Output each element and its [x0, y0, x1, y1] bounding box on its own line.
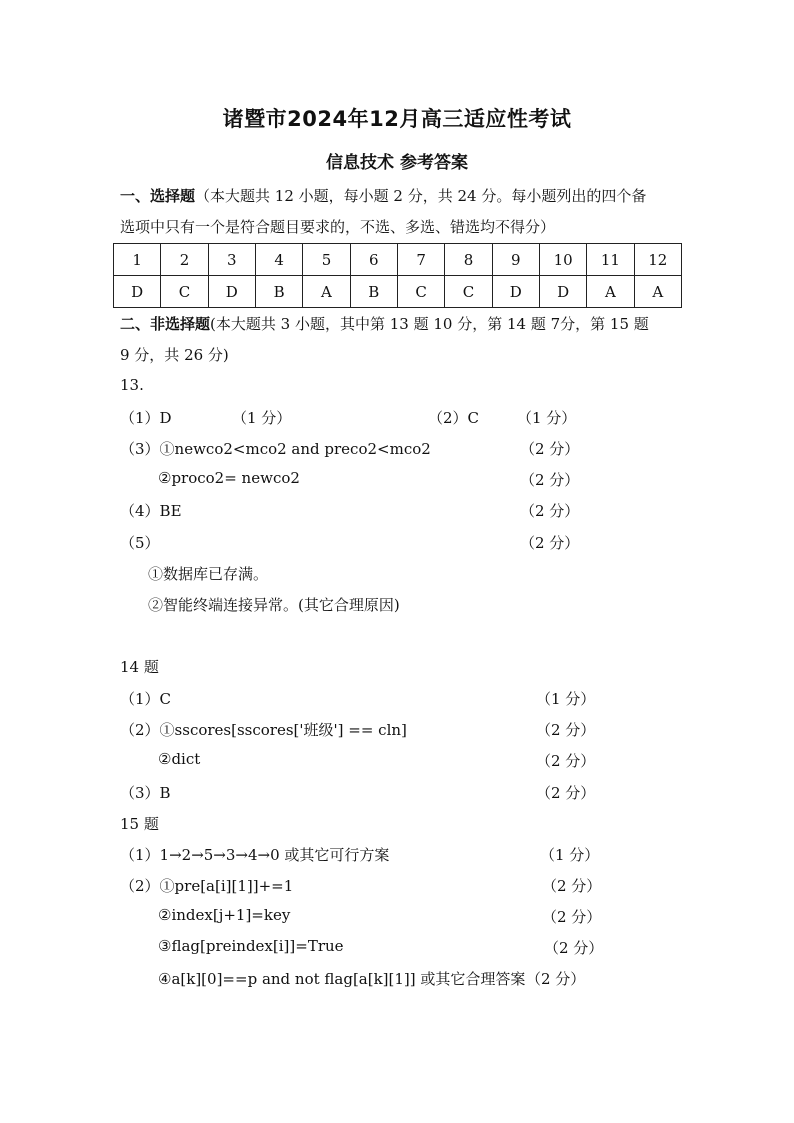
answer-cell: B	[255, 276, 302, 308]
q13-5b-answer: ②智能终端连接异常。(其它合理原因)	[148, 596, 400, 614]
q13-4-score: （2 分）	[520, 502, 580, 520]
q15-2d-score: （2 分）	[526, 970, 586, 988]
question-number: 7	[397, 244, 444, 276]
q15-2a-score: （2 分）	[542, 877, 602, 895]
answer-cell: A	[303, 276, 350, 308]
answer-cell: D	[539, 276, 586, 308]
q13-5-label: （5）	[120, 534, 160, 552]
q14-1-answer: （1）C	[120, 690, 172, 708]
answer-cell: C	[161, 276, 208, 308]
q13-5-score: （2 分）	[520, 534, 580, 552]
answer-cell: D	[114, 276, 161, 308]
section2-head: 二、非选择题	[120, 315, 211, 333]
q15-1-answer: （1）1→2→5→3→4→0 或其它可行方案	[120, 846, 390, 864]
question-number: 4	[255, 244, 302, 276]
page-title: 诸暨市2024年12月高三适应性考试	[222, 107, 572, 131]
q13-4-answer: （4）BE	[120, 502, 182, 520]
q15-2b-score: （2 分）	[542, 908, 602, 926]
question-number: 6	[350, 244, 397, 276]
section2-desc1: (本大题共 3 小题，其中第 13 题 10 分，第 14 题 7分，第 15 题	[210, 315, 649, 333]
question-number: 11	[587, 244, 634, 276]
answer-cell: A	[634, 276, 681, 308]
answer-cell: D	[492, 276, 539, 308]
answer-cell: C	[445, 276, 492, 308]
q13-3a-score: （2 分）	[520, 440, 580, 458]
section1-desc2: 选项中只有一个是符合题目要求的，不选、多选、错选均不得分）	[120, 218, 556, 236]
page-subtitle: 信息技术 参考答案	[326, 153, 468, 173]
q14-3-answer: （3）B	[120, 784, 171, 802]
section2-line1	[120, 309, 649, 340]
question-number: 10	[539, 244, 586, 276]
q13-1-answer: （1）D	[120, 409, 172, 427]
q14-2b-score: （2 分）	[536, 752, 596, 770]
answer-cell: B	[350, 276, 397, 308]
q14-label: 14 题	[120, 658, 159, 676]
q13-2-answer: （2）C	[428, 409, 480, 427]
answer-table	[113, 243, 682, 308]
q13-5a-answer: ①数据库已存满。	[148, 565, 269, 583]
q15-2c-answer: ③flag[preindex[i]]=True	[158, 937, 344, 955]
q13-3b-score: （2 分）	[520, 471, 580, 489]
q14-2a-answer: （2）①sscores[sscores['班级'] == cln]	[120, 721, 407, 739]
answer-cell: C	[397, 276, 444, 308]
section1-line1	[120, 181, 646, 212]
section1-head: 一、选择题	[120, 187, 196, 205]
section1-desc1: （本大题共 12 小题，每小题 2 分，共 24 分。每小题列出的四个备	[195, 187, 647, 205]
q15-1-score: （1 分）	[540, 846, 600, 864]
question-number: 9	[492, 244, 539, 276]
question-number: 2	[161, 244, 208, 276]
q15-2a-answer: （2）①pre[a[i][1]]+=1	[120, 877, 294, 895]
q13-label: 13.	[120, 376, 144, 394]
answer-table-number-row	[114, 244, 682, 276]
q14-3-score: （2 分）	[536, 784, 596, 802]
answer-cell: A	[587, 276, 634, 308]
question-number: 3	[208, 244, 255, 276]
q13-2-score: （1 分）	[517, 409, 577, 427]
q15-label: 15 题	[120, 815, 159, 833]
q13-3a-answer: （3）①newco2<mco2 and preco2<mco2	[120, 440, 431, 458]
q14-2b-answer: ②dict	[158, 750, 201, 768]
answer-cell: D	[208, 276, 255, 308]
question-number: 5	[303, 244, 350, 276]
question-number: 1	[114, 244, 161, 276]
question-number: 8	[445, 244, 492, 276]
section2-desc2: 9 分，共 26 分)	[120, 346, 229, 364]
q14-2a-score: （2 分）	[536, 721, 596, 739]
q13-1-score: （1 分）	[232, 409, 292, 427]
q15-2c-score: （2 分）	[544, 939, 604, 957]
q14-1-score: （1 分）	[536, 690, 596, 708]
q13-3b-answer: ②proco2= newco2	[158, 469, 300, 487]
q15-2b-answer: ②index[j+1]=key	[158, 906, 291, 924]
q15-2d-answer: ④a[k][0]==p and not flag[a[k][1]] 或其它合理答案	[158, 970, 526, 988]
answer-table-answer-row	[114, 276, 682, 308]
question-number: 12	[634, 244, 681, 276]
